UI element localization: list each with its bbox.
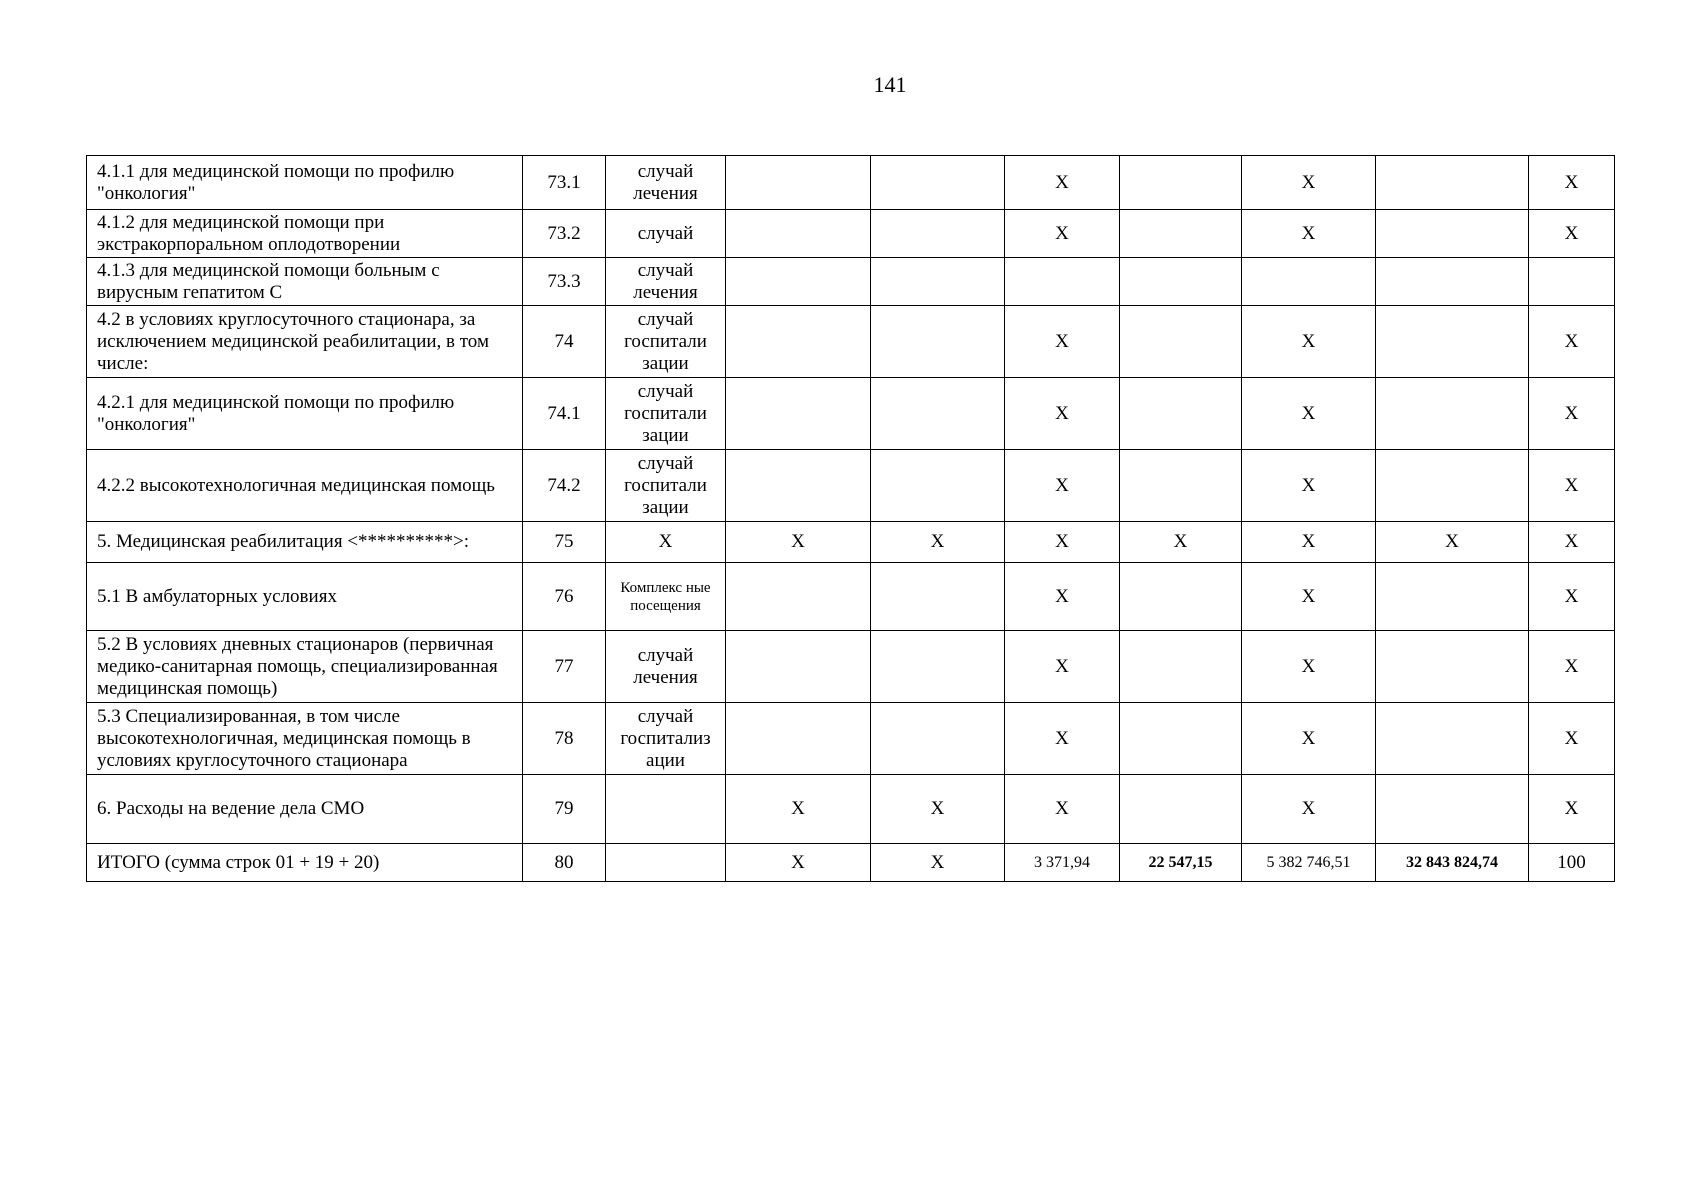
cell xyxy=(1376,563,1529,631)
cell: X xyxy=(1005,210,1120,258)
row-name: 4.1.1 для медицинской помощи по профилю "онкология" xyxy=(87,156,523,210)
cell: X xyxy=(1242,450,1376,522)
cell xyxy=(1120,306,1242,378)
cell xyxy=(726,631,871,703)
row-unit: случай госпитализ ации xyxy=(606,703,726,775)
row-name: 4.1.3 для медицинской помощи больным с вирусным гепатитом С xyxy=(87,258,523,306)
cell: X xyxy=(1529,378,1615,450)
row-unit: случай лечения xyxy=(606,258,726,306)
cell: X xyxy=(1120,522,1242,563)
row-code: 74.2 xyxy=(523,450,606,522)
cell: X xyxy=(1005,522,1120,563)
table-row xyxy=(87,703,1615,775)
cell xyxy=(1120,258,1242,306)
cell: X xyxy=(871,844,1005,882)
table-row xyxy=(87,306,1615,378)
cell xyxy=(726,258,871,306)
table-row xyxy=(87,844,1615,882)
cell: X xyxy=(726,844,871,882)
row-unit: случай госпитали зации xyxy=(606,378,726,450)
row-unit: X xyxy=(606,522,726,563)
table-row xyxy=(87,522,1615,563)
cell xyxy=(1120,156,1242,210)
row-code: 74.1 xyxy=(523,378,606,450)
table-row xyxy=(87,631,1615,703)
table-row xyxy=(87,563,1615,631)
cell xyxy=(1005,258,1120,306)
cell xyxy=(726,378,871,450)
cell xyxy=(726,563,871,631)
cell: X xyxy=(1242,563,1376,631)
cell: X xyxy=(1529,306,1615,378)
cell xyxy=(1120,631,1242,703)
cell xyxy=(1376,156,1529,210)
row-name: 4.2.1 для медицинской помощи по профилю "онкология" xyxy=(87,378,523,450)
cell: X xyxy=(726,775,871,844)
table-row xyxy=(87,450,1615,522)
row-unit xyxy=(606,844,726,882)
cell: X xyxy=(726,522,871,563)
table-row xyxy=(87,378,1615,450)
row-name: 5.3 Специализированная, в том числе высокотехнологичная, медицинская помощь в условиях круглосуточного стационара xyxy=(87,703,523,775)
cell xyxy=(871,306,1005,378)
cell xyxy=(1376,306,1529,378)
row-name: 4.1.2 для медицинской помощи при экстракорпоральном оплодотворении xyxy=(87,210,523,258)
row-code: 80 xyxy=(523,844,606,882)
cell: 5 382 746,51 xyxy=(1242,844,1376,882)
cell: X xyxy=(1529,775,1615,844)
cell: X xyxy=(1529,563,1615,631)
cell xyxy=(726,210,871,258)
row-name: 4.2 в условиях круглосуточного стационара, за исключением медицинской реабилитации, в том числе: xyxy=(87,306,523,378)
row-code: 78 xyxy=(523,703,606,775)
cell xyxy=(871,703,1005,775)
cell: X xyxy=(1242,703,1376,775)
row-unit: случай лечения xyxy=(606,631,726,703)
cell xyxy=(871,258,1005,306)
row-name: 5.1 В амбулаторных условиях xyxy=(87,563,523,631)
cell xyxy=(1376,378,1529,450)
cell: X xyxy=(1005,450,1120,522)
row-unit xyxy=(606,775,726,844)
table-row xyxy=(87,210,1615,258)
row-unit: случай xyxy=(606,210,726,258)
cell xyxy=(1120,378,1242,450)
row-unit: Комплекс ные посещения xyxy=(606,563,726,631)
cell xyxy=(871,378,1005,450)
cell: X xyxy=(871,522,1005,563)
cell: 3 371,94 xyxy=(1005,844,1120,882)
data-table xyxy=(86,155,1615,882)
cell: X xyxy=(1529,522,1615,563)
table-row xyxy=(87,258,1615,306)
table-row xyxy=(87,775,1615,844)
cell xyxy=(1242,258,1376,306)
cell: X xyxy=(1242,210,1376,258)
cell xyxy=(1376,450,1529,522)
cell: X xyxy=(1529,703,1615,775)
cell xyxy=(726,703,871,775)
cell: X xyxy=(1529,450,1615,522)
row-code: 79 xyxy=(523,775,606,844)
cell xyxy=(726,450,871,522)
cell: X xyxy=(1005,775,1120,844)
cell xyxy=(726,156,871,210)
cell: X xyxy=(1005,156,1120,210)
row-name: 5. Медицинская реабилитация <**********>: xyxy=(87,522,523,563)
cell xyxy=(871,563,1005,631)
cell: X xyxy=(1005,703,1120,775)
cell xyxy=(1120,210,1242,258)
cell xyxy=(1120,563,1242,631)
row-code: 74 xyxy=(523,306,606,378)
cell: X xyxy=(1242,775,1376,844)
cell: X xyxy=(1005,378,1120,450)
row-code: 77 xyxy=(523,631,606,703)
cell: 22 547,15 xyxy=(1120,844,1242,882)
cell: X xyxy=(1242,306,1376,378)
page-number: 141 xyxy=(873,72,907,97)
row-code: 73.2 xyxy=(523,210,606,258)
cell xyxy=(1376,703,1529,775)
row-unit: случай госпитали зации xyxy=(606,450,726,522)
cell xyxy=(1120,450,1242,522)
row-code: 73.3 xyxy=(523,258,606,306)
cell: X xyxy=(1376,522,1529,563)
cell xyxy=(1376,258,1529,306)
row-unit: случай госпитали зации xyxy=(606,306,726,378)
row-name: 4.2.2 высокотехнологичная медицинская помощь xyxy=(87,450,523,522)
cell xyxy=(1376,631,1529,703)
cell: X xyxy=(1529,631,1615,703)
cell xyxy=(1120,775,1242,844)
cell xyxy=(871,631,1005,703)
cell xyxy=(1376,210,1529,258)
row-name: 5.2 В условиях дневных стационаров (первичная медико-санитарная помощь, специализированная медицинская помощь) xyxy=(87,631,523,703)
cell xyxy=(726,306,871,378)
row-code: 76 xyxy=(523,563,606,631)
cell xyxy=(1120,703,1242,775)
cell: X xyxy=(1005,631,1120,703)
cell xyxy=(871,156,1005,210)
row-code: 75 xyxy=(523,522,606,563)
cell xyxy=(871,450,1005,522)
cell: X xyxy=(1005,563,1120,631)
cell xyxy=(871,210,1005,258)
cell: X xyxy=(1005,306,1120,378)
cell: X xyxy=(1242,378,1376,450)
cell xyxy=(1529,258,1615,306)
row-name: ИТОГО (сумма строк 01 + 19 + 20) xyxy=(87,844,523,882)
cell: X xyxy=(1242,522,1376,563)
cell: X xyxy=(1529,156,1615,210)
row-code: 73.1 xyxy=(523,156,606,210)
cell: 32 843 824,74 xyxy=(1376,844,1529,882)
cell: X xyxy=(871,775,1005,844)
cell: X xyxy=(1529,210,1615,258)
cell xyxy=(1376,775,1529,844)
cell: 100 xyxy=(1529,844,1615,882)
cell: X xyxy=(1242,156,1376,210)
table-row xyxy=(87,156,1615,210)
row-unit: случай лечения xyxy=(606,156,726,210)
cell: X xyxy=(1242,631,1376,703)
row-name: 6. Расходы на ведение дела СМО xyxy=(87,775,523,844)
